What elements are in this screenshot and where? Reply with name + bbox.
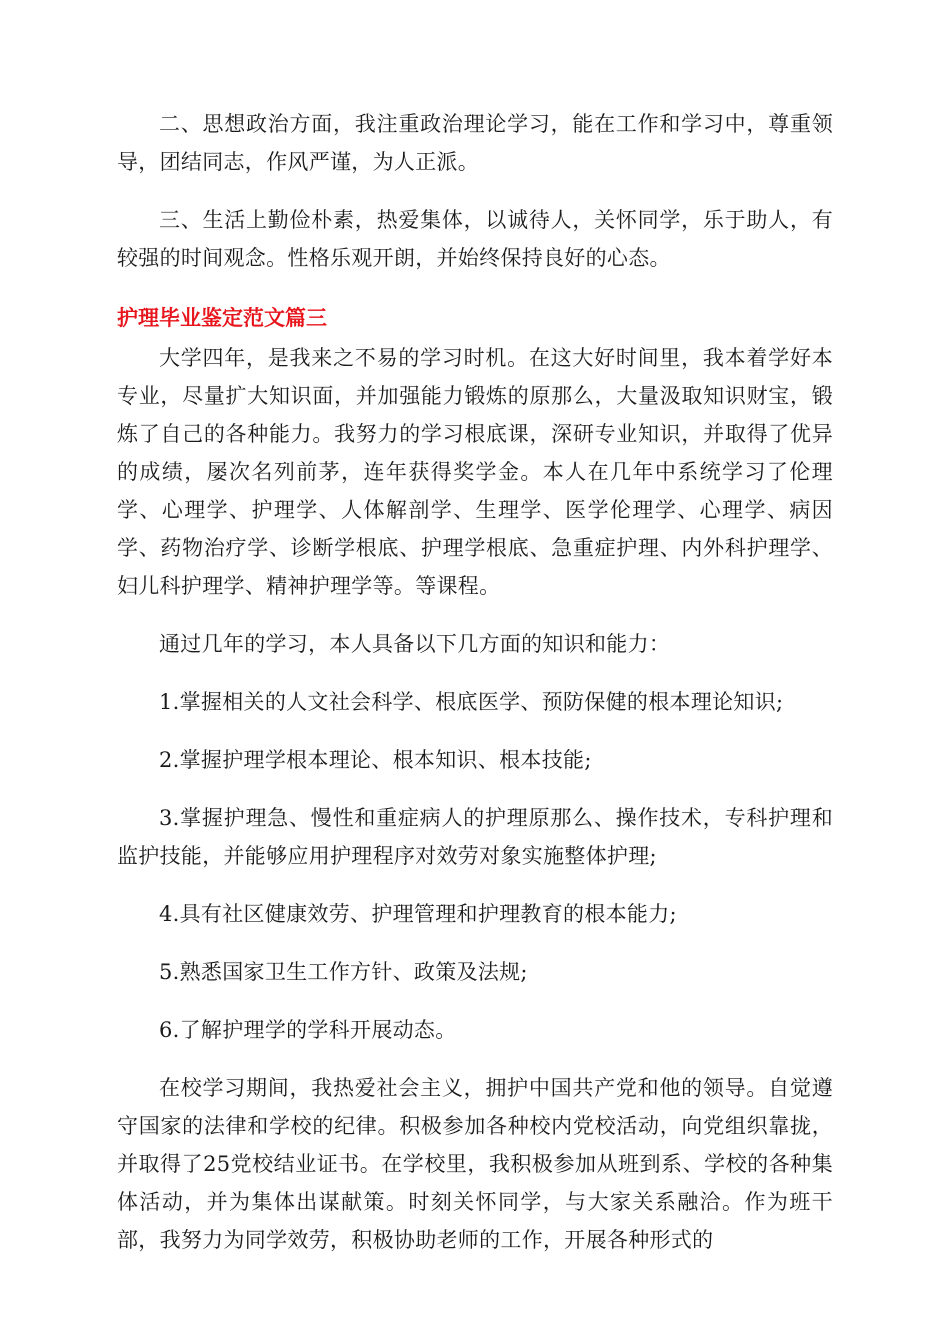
- paragraph-campus-life: 在校学习期间，我热爱社会主义，拥护中国共产党和他的领导。自觉遵守国家的法律和学校的纪律。积极参加各种校内党校活动，向党组织靠拢，并取得了25党校结业证书。在学校里，我积极参加从班到系、学校的各种集体活动，并为集体出谋献策。时刻关怀同学，与大家关系融洽。作为班干部，我努力为同学效劳，积极协助老师的工作，开展各种形式的: [117, 1076, 833, 1252]
- list-item-4: 4.具有社区健康效劳、护理管理和护理教育的根本能力;: [159, 902, 677, 926]
- list-item-6: 6.了解护理学的学科开展动态。: [159, 1018, 457, 1042]
- paragraph-university: 大学四年，是我来之不易的学习时机。在这大好时间里，我本着学好本专业，尽量扩大知识面，并加强能力锻炼的原那么，大量汲取知识财宝，锻炼了自己的各种能力。我努力的学习根底课，深研专业知识，并取得了优异的成绩，屡次名列前茅，连年获得奖学金。本人在几年中系统学习了伦理学、心理学、护理学、人体解剖学、生理学、医学伦理学、心理学、病因学、药物治疗学、诊断学根底、护理学根底、急重症护理、内外科护理学、妇儿科护理学、精神护理学等。等课程。: [117, 346, 833, 598]
- document-page: [117, 105, 833, 1259]
- paragraph-abilities-intro: 通过几年的学习，本人具备以下几方面的知识和能力：: [159, 632, 671, 656]
- paragraph-political: 二、思想政治方面，我注重政治理论学习，能在工作和学习中，尊重领导，团结同志，作风严谨，为人正派。: [117, 112, 833, 174]
- paragraph-life: 三、生活上勤俭朴素，热爱集体，以诚待人，关怀同学，乐于助人，有较强的时间观念。性格乐观开朗，并始终保持良好的心态。: [117, 208, 833, 270]
- list-item-5: 5.熟悉国家卫生工作方针、政策及法规;: [159, 960, 528, 984]
- list-item-1: 1.掌握相关的人文社会科学、根底医学、预防保健的根本理论知识;: [159, 690, 784, 714]
- section-heading: 护理毕业鉴定范文篇三: [117, 306, 327, 330]
- list-item-3: 3.掌握护理急、慢性和重症病人的护理原那么、操作技术，专科护理和监护技能，并能够应用护理程序对效劳对象实施整体护理;: [117, 806, 833, 868]
- list-item-2: 2.掌握护理学根本理论、根本知识、根本技能;: [159, 748, 592, 772]
